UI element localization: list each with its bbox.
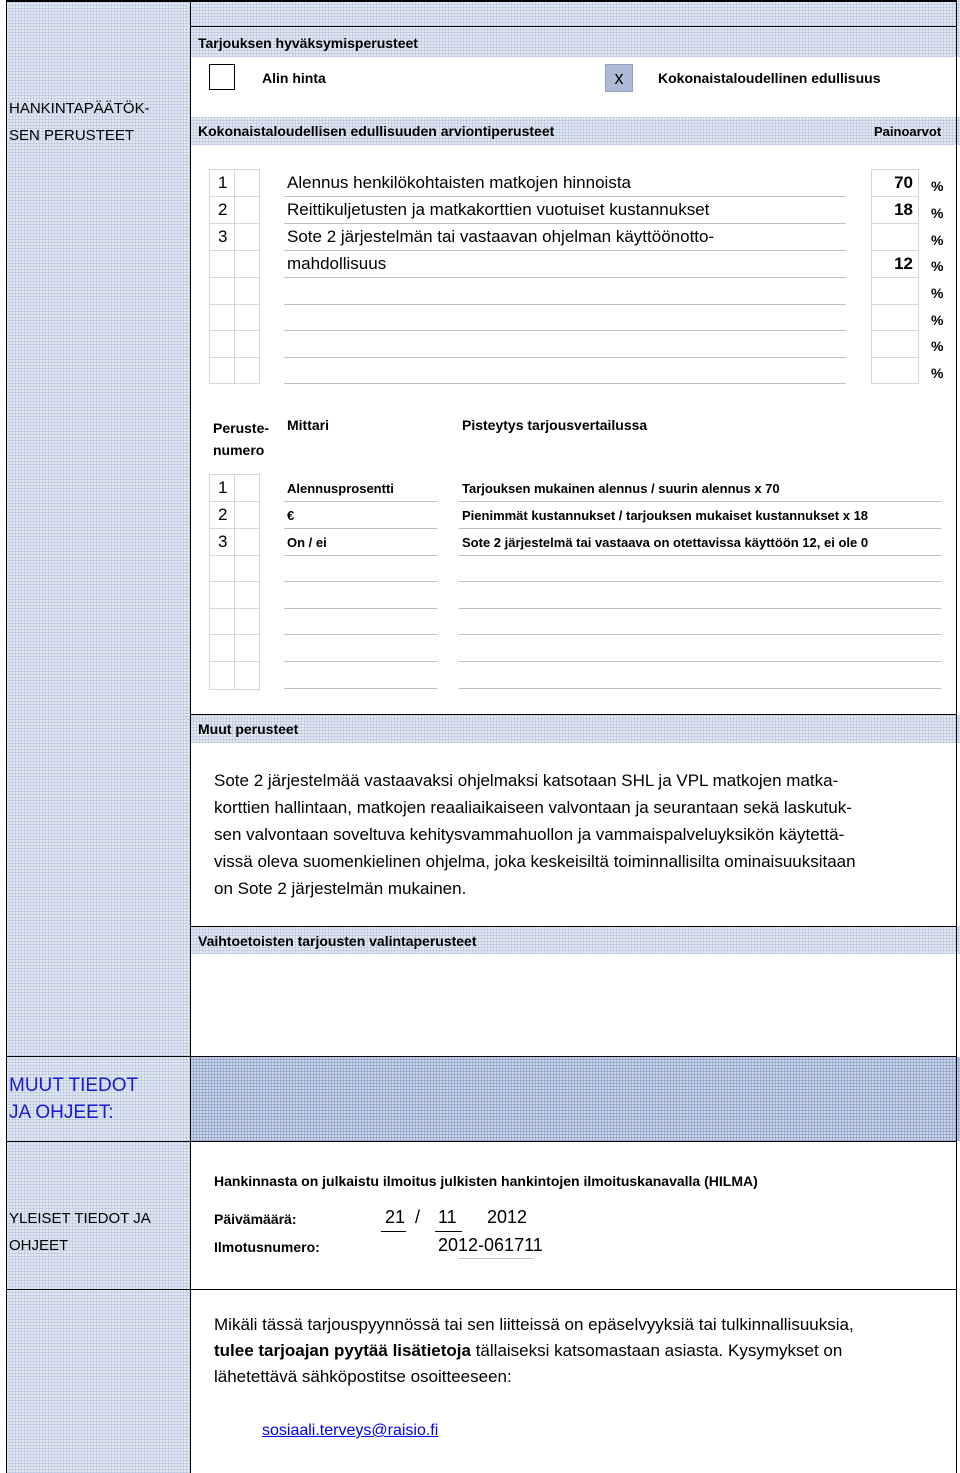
hilma-notice: Hankinnasta on julkaistu ilmoitus julkisten hankintojen ilmoituskanavalla (HILMA) bbox=[214, 1173, 758, 1189]
percent-sign-7: % bbox=[931, 338, 944, 354]
scoring-col1-line2: numero bbox=[213, 442, 265, 458]
economic-checkbox[interactable] bbox=[605, 64, 633, 92]
other-criteria-title: Muut perusteet bbox=[198, 721, 299, 737]
criteria-text-2: Reittikuljetusten ja matkakorttien vuotuiset kustannukset bbox=[287, 200, 710, 219]
notice-number-label: Ilmotusnumero: bbox=[214, 1239, 320, 1255]
other-criteria-title-band bbox=[190, 715, 960, 743]
hankinta-label-line2: SEN PERUSTEET bbox=[9, 127, 135, 144]
scoring-col2-header: Mittari bbox=[287, 417, 329, 433]
scoring-rule-2: Pienimmät kustannukset / tarjouksen mukaiset kustannukset x 18 bbox=[462, 508, 869, 523]
economic-mark: x bbox=[614, 68, 624, 88]
acceptance-title: Tarjouksen hyväksymisperusteet bbox=[198, 35, 418, 51]
percent-sign-8: % bbox=[931, 365, 944, 381]
alternative-title: Vaihtoetoisten tarjousten valintaperusteet bbox=[198, 933, 477, 949]
scoring-num-3: 3 bbox=[218, 532, 228, 551]
hankinta-label-line1: HANKINTAPÄÄTÖK- bbox=[9, 100, 150, 117]
percent-sign-3: % bbox=[931, 232, 944, 248]
scoring-measure-1: Alennusprosentti bbox=[287, 481, 394, 496]
criteria-weight-4: 12 bbox=[894, 254, 913, 273]
percent-sign-4: % bbox=[931, 258, 944, 274]
scoring-measure-2: € bbox=[287, 508, 295, 523]
info-line-3: lähetettävä sähköpostitse osoitteeseen: bbox=[214, 1367, 512, 1386]
notice-number: 2012-061711 bbox=[438, 1235, 543, 1255]
scoring-col1-line1: Peruste- bbox=[213, 420, 270, 436]
info-bold-phrase: tulee tarjoajan pyytää lisätietoja bbox=[214, 1341, 471, 1360]
other-criteria-line-2: korttien hallintaan, matkojen reaaliaikaiseen valvontaan ja seurantaan sekä laskutuk- bbox=[214, 798, 852, 817]
yleiset-line1: YLEISET TIEDOT JA bbox=[9, 1210, 151, 1227]
info-line-2 bbox=[214, 1338, 854, 1364]
criteria-weight-2: 18 bbox=[894, 200, 913, 219]
criteria-text-1: Alennus henkilökohtaisten matkojen hinnoista bbox=[287, 173, 632, 192]
muut-tiedot-band bbox=[190, 1057, 960, 1141]
hankinta-label bbox=[9, 95, 150, 149]
contact-email-link[interactable]: sosiaali.terveys@raisio.fi bbox=[262, 1422, 439, 1439]
date-slash: / bbox=[415, 1207, 421, 1227]
scoring-rule-3: Sote 2 järjestelmä tai vastaava on otettavissa käyttöön 12, ei ole 0 bbox=[462, 535, 869, 550]
yleiset-line2: OHJEET bbox=[9, 1237, 69, 1254]
muut-tiedot-label bbox=[9, 1072, 138, 1126]
criteria-num-1: 1 bbox=[218, 173, 228, 192]
other-criteria-line-3: sen valvontaan soveltuva kehitysvammahuollon ja vammaispalveluyksikön käytettä- bbox=[214, 825, 845, 844]
criteria-text-3: Sote 2 järjestelmän tai vastaavan ohjelman käyttöönotto- bbox=[287, 227, 715, 246]
muut-tiedot-line2: JA OHJEET: bbox=[9, 1102, 114, 1123]
criteria-num-3: 3 bbox=[218, 227, 228, 246]
criteria-num-2: 2 bbox=[218, 200, 228, 219]
scoring-col3-header: Pisteytys tarjousvertailussa bbox=[462, 417, 648, 433]
percent-sign-6: % bbox=[931, 312, 944, 328]
percent-sign-5: % bbox=[931, 285, 944, 301]
percent-sign-2: % bbox=[931, 205, 944, 221]
date-month: 11 bbox=[438, 1207, 457, 1227]
date-label: Päivämäärä: bbox=[214, 1211, 297, 1227]
scoring-num-1: 1 bbox=[218, 478, 228, 497]
yleiset-label bbox=[9, 1205, 151, 1259]
lowest-price-label: Alin hinta bbox=[262, 70, 326, 86]
muut-tiedot-line1: MUUT TIEDOT bbox=[9, 1075, 139, 1096]
other-criteria-text bbox=[214, 767, 856, 902]
criteria-weight-1: 70 bbox=[894, 173, 913, 192]
scoring-num-2: 2 bbox=[218, 505, 228, 524]
other-criteria-line-4: vissä oleva suomenkielinen ohjelma, joka keskeisiltä toiminnallisilta ominaisuuksitaan bbox=[214, 852, 856, 871]
info-line-2-rest: tällaiseksi katsomastaan asiasta. Kysymykset on bbox=[470, 1341, 843, 1360]
criteria-text-4: mahdollisuus bbox=[287, 254, 387, 273]
percent-sign-1: % bbox=[931, 178, 944, 194]
scoring-col1-header bbox=[213, 417, 269, 461]
other-criteria-line-1: Sote 2 järjestelmää vastaavaksi ohjelmaksi katsotaan SHL ja VPL matkojen matka- bbox=[214, 771, 839, 790]
info-text bbox=[214, 1312, 854, 1390]
date-year: 2012 bbox=[487, 1207, 528, 1227]
weights-header: Painoarvot bbox=[874, 124, 942, 139]
criteria-title: Kokonaistaloudellisen edullisuuden arviontiperusteet bbox=[198, 123, 555, 139]
scoring-measure-3: On / ei bbox=[287, 535, 327, 550]
date-day: 21 bbox=[385, 1207, 406, 1227]
top-band bbox=[190, 0, 960, 26]
info-line-1: Mikäli tässä tarjouspyynnössä tai sen liitteissä on epäselvyyksiä tai tulkinnallisuuksia, bbox=[214, 1315, 854, 1334]
lowest-price-checkbox[interactable] bbox=[209, 64, 235, 90]
economic-label: Kokonaistaloudellinen edullisuus bbox=[658, 70, 881, 86]
other-criteria-line-5: on Sote 2 järjestelmän mukainen. bbox=[214, 879, 467, 898]
scoring-rule-1: Tarjouksen mukainen alennus / suurin alennus x 70 bbox=[462, 481, 780, 496]
